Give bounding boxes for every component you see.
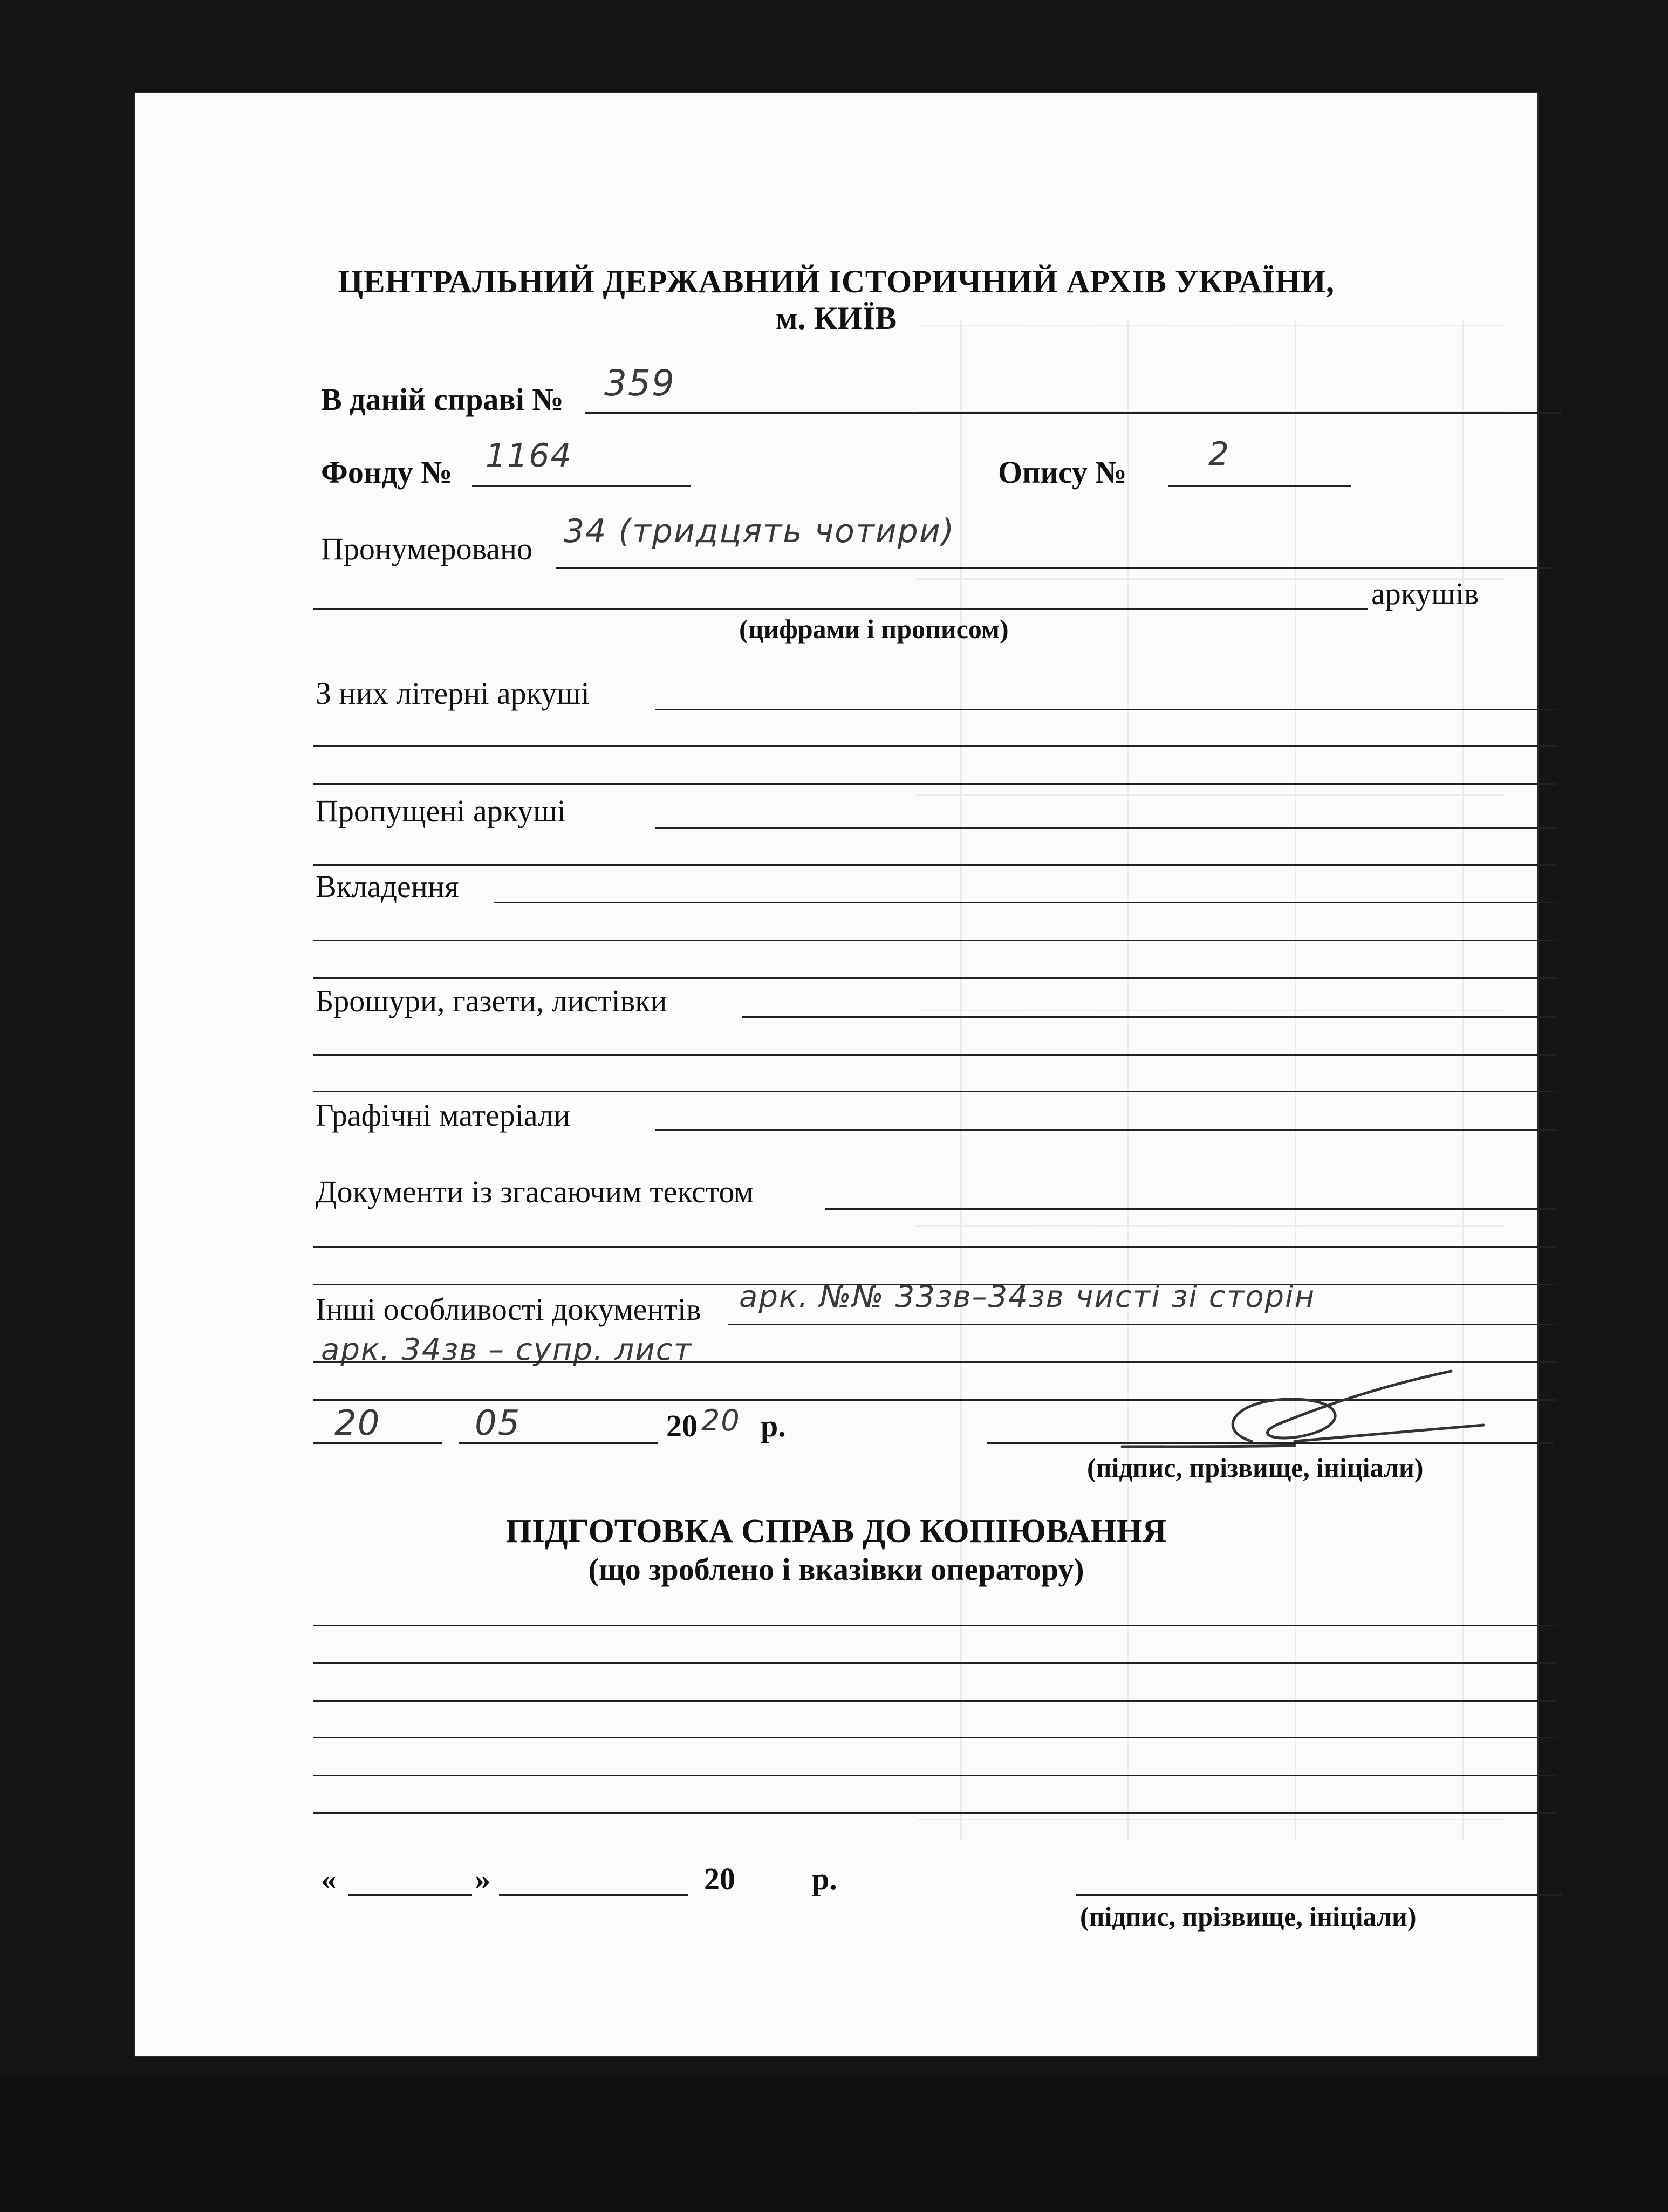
- fading-text-label: Документи із згасаючим текстом: [316, 1174, 754, 1209]
- literal-sheets-line-3: [313, 783, 1556, 785]
- numbered-value: 34 (тридцять чотири): [564, 512, 955, 550]
- enclosures-line-2: [313, 940, 1556, 941]
- date1-year-hw: 20: [701, 1403, 741, 1437]
- graphic-label: Графічні матеріали: [316, 1098, 571, 1133]
- opys-line: [1168, 485, 1351, 487]
- date1-day-line: [313, 1442, 442, 1444]
- scanner-background: [0, 2077, 1668, 2212]
- other-features-line-2: [313, 1361, 1556, 1363]
- brochures-line-1: [742, 1016, 1556, 1018]
- case-number-label: В даній справі №: [321, 382, 564, 417]
- date2-suffix: р.: [812, 1861, 837, 1896]
- literal-sheets-line-2: [313, 745, 1556, 747]
- archive-form-sheet: [135, 93, 1537, 2056]
- date2-close-quote: »: [475, 1861, 490, 1896]
- signature-mark: [1117, 1366, 1494, 1452]
- fading-text-line-1: [825, 1208, 1556, 1210]
- copy-prep-line-5: [313, 1775, 1556, 1776]
- copy-prep-title: ПІДГОТОВКА СПРАВ ДО КОПІЮВАННЯ: [505, 1513, 1167, 1550]
- numbered-line-1: [556, 567, 1551, 569]
- date1-month-line: [459, 1442, 658, 1444]
- numbered-line-2: [313, 608, 1368, 610]
- case-number-value: 359: [604, 362, 675, 404]
- copy-prep-line-4: [313, 1737, 1556, 1738]
- date1-day: 20: [334, 1403, 381, 1443]
- other-features-label: Інші особливості документів: [316, 1292, 701, 1327]
- signature-hint-2: (підпис, прізвище, ініціали): [1080, 1901, 1417, 1932]
- brochures-line-2: [313, 1054, 1556, 1056]
- date2-day-line: [348, 1894, 472, 1896]
- fond-label: Фонду №: [321, 455, 453, 490]
- date2-month-line: [499, 1894, 688, 1896]
- date1-year-prefix: 20: [666, 1408, 698, 1443]
- other-features-line-1: [728, 1324, 1556, 1325]
- brochures-label: Брошури, газети, листівки: [316, 983, 667, 1018]
- literal-sheets-line-1: [655, 709, 1556, 710]
- missing-sheets-line-1: [655, 827, 1556, 829]
- signature-line-1: [987, 1442, 1554, 1444]
- signature-hint-1: (підпис, прізвище, ініціали): [1087, 1453, 1424, 1483]
- brochures-line-3: [313, 1091, 1556, 1092]
- numbered-unit: аркушів: [1371, 576, 1479, 611]
- literal-sheets-label: З них літерні аркуші: [316, 676, 590, 711]
- fond-line: [472, 485, 691, 487]
- enclosures-label: Вкладення: [316, 869, 459, 904]
- copy-prep-line-1: [313, 1625, 1556, 1626]
- fading-text-line-2: [313, 1246, 1556, 1248]
- copy-prep-line-6: [313, 1812, 1556, 1814]
- date2-open-quote: «: [321, 1861, 337, 1896]
- copy-prep-line-2: [313, 1662, 1556, 1664]
- enclosures-line-1: [494, 902, 1556, 903]
- other-features-handwritten-1: арк. №№ 33зв–34зв чисті зі сторін: [739, 1279, 1316, 1314]
- date2-year: 20: [704, 1861, 735, 1896]
- opys-label: Опису №: [998, 455, 1127, 490]
- missing-sheets-line-2: [313, 864, 1556, 866]
- numbered-hint: (цифрами і прописом): [739, 614, 1009, 644]
- opys-value: 2: [1208, 435, 1231, 473]
- archive-name: ЦЕНТРАЛЬНИЙ ДЕРЖАВНИЙ ІСТОРИЧНИЙ АРХІВ УКРАЇНИ,: [338, 264, 1335, 299]
- date1-month: 05: [475, 1403, 521, 1443]
- other-features-handwritten-2: арк. 34зв – супр. лист: [321, 1332, 693, 1367]
- case-number-line: [585, 412, 1562, 414]
- numbered-label: Пронумеровано: [321, 531, 533, 566]
- copy-prep-line-3: [313, 1700, 1556, 1702]
- archive-city: м. КИЇВ: [775, 300, 897, 336]
- enclosures-line-3: [313, 977, 1556, 979]
- signature-line-2: [1076, 1894, 1562, 1896]
- copy-prep-subtitle: (що зроблено і вказівки оператору): [588, 1552, 1084, 1587]
- missing-sheets-label: Пропущені аркуші: [316, 793, 566, 828]
- fond-value: 1164: [486, 437, 572, 475]
- date1-year-suffix: р.: [761, 1408, 786, 1443]
- graphic-line-1: [655, 1129, 1556, 1131]
